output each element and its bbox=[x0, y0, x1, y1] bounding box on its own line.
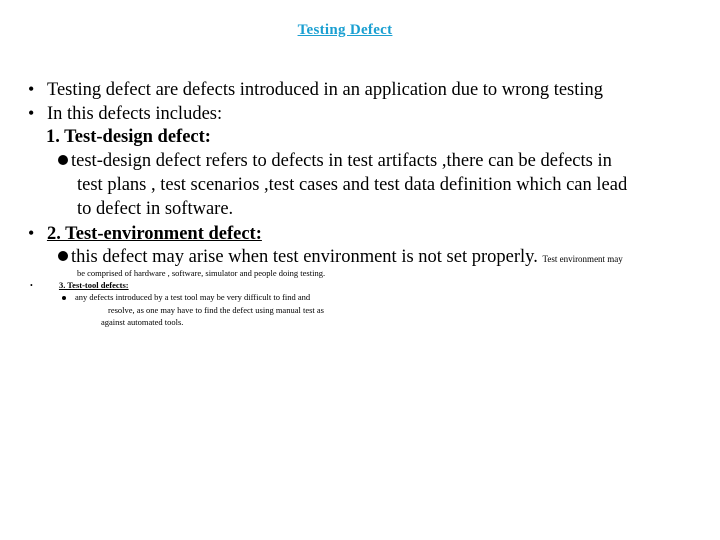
tool-line: against automated tools. bbox=[101, 317, 184, 327]
environment-small-continuation: be comprised of hardware , software, simulator and people doing testing. bbox=[77, 268, 326, 278]
tool-line: resolve, as one may have to find the defect using manual test as bbox=[108, 305, 324, 315]
page-title: Testing Defect bbox=[297, 22, 393, 38]
bullet-icon: • bbox=[28, 223, 35, 243]
section-heading-test-design: 1. Test-design defect: bbox=[46, 127, 211, 147]
environment-text: this defect may arise when test environment is not set properly. bbox=[71, 247, 538, 267]
section-item-test-environment bbox=[28, 221, 262, 246]
filled-circle-bullet-icon bbox=[62, 296, 66, 300]
design-line bbox=[58, 149, 612, 173]
bullet-icon: • bbox=[30, 281, 33, 290]
intro-text: Testing defect are defects introduced in an application due to wrong testing bbox=[46, 80, 604, 100]
section-heading-test-environment: 2. Test-environment defect: bbox=[46, 224, 262, 244]
filled-circle-bullet-icon bbox=[58, 155, 68, 165]
design-text: test-design defect refers to defects in test artifacts ,there can be defects in bbox=[71, 151, 612, 171]
intro-item bbox=[28, 101, 222, 126]
filled-circle-bullet-icon bbox=[58, 251, 68, 261]
section-heading-test-tool: 3. Test-tool defects: bbox=[58, 280, 129, 290]
tool-line bbox=[62, 292, 310, 303]
intro-item bbox=[28, 77, 603, 102]
section-item-test-tool bbox=[30, 280, 129, 291]
design-line: to defect in software. bbox=[77, 199, 234, 219]
design-line: test plans , test scenarios ,test cases and test data definition which can lead bbox=[77, 175, 628, 195]
bullet-icon: • bbox=[28, 79, 35, 99]
environment-small-text: Test environment may bbox=[542, 254, 623, 264]
bullet-icon: • bbox=[28, 103, 35, 123]
intro-text: In this defects includes: bbox=[46, 104, 223, 124]
tool-text: any defects introduced by a test tool may be very difficult to find and bbox=[75, 292, 311, 302]
